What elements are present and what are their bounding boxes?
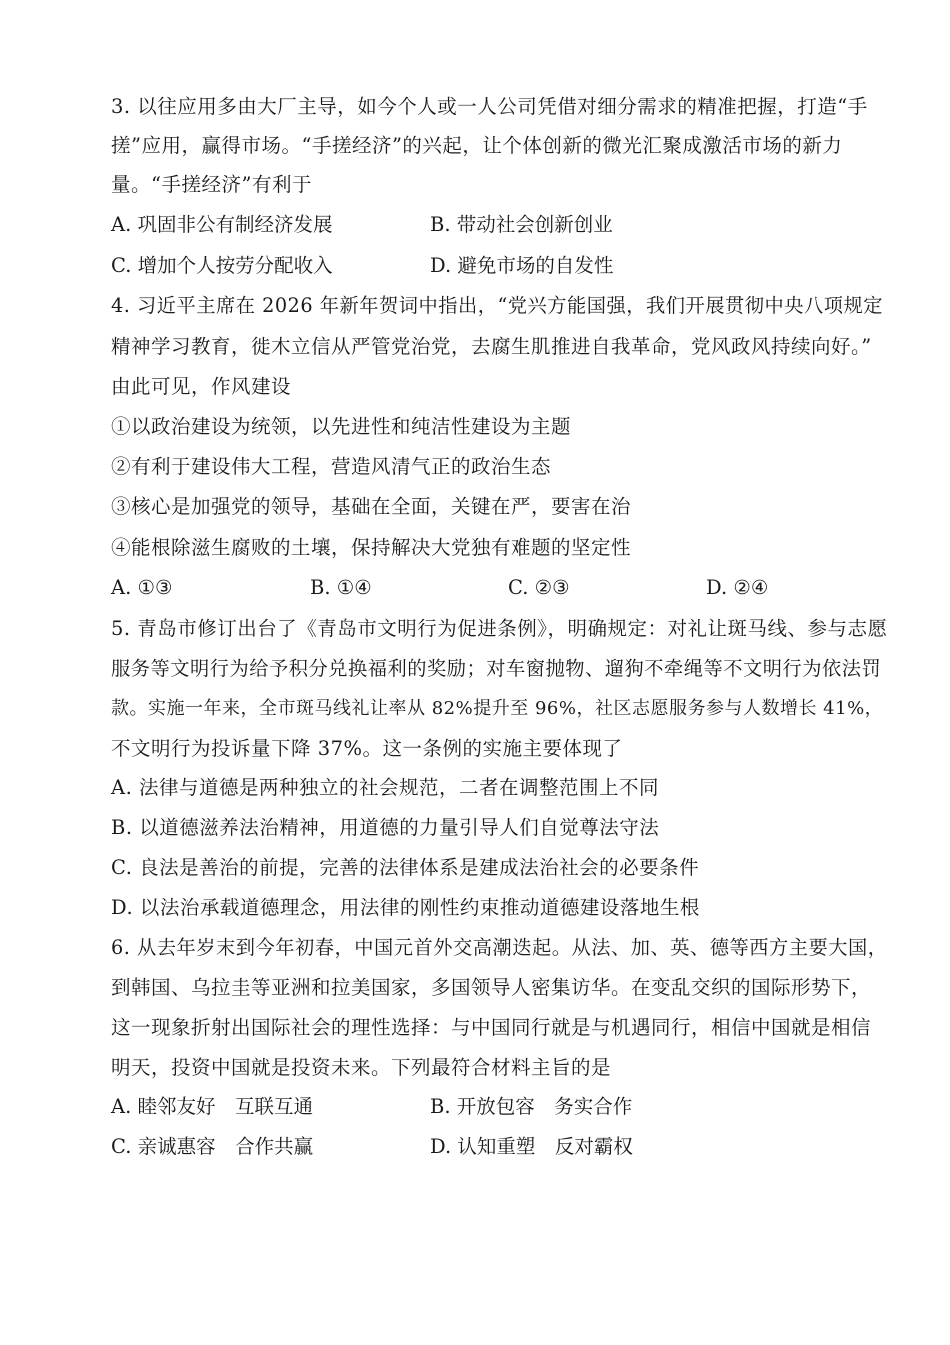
q5-line-1: 5. 青岛市修订出台了《青岛市文明行为促进条例》，明确规定：对礼让斑马线、参与志愿 [111,617,888,640]
q4-line-3: 由此可见，作风建设 [111,375,292,398]
q5-line-4: 不文明行为投诉量下降 37%。这一条例的实施主要体现了 [111,737,623,760]
q3-line-1: 3. 以往应用多由大厂主导，如今个人或一人公司凭借对细分需求的精准把握，打造“手 [111,95,868,118]
q6-line-4: 明天，投资中国就是投资未来。下列最符合材料主旨的是 [111,1056,612,1079]
q4-option-d: D. ②④ [706,576,769,599]
q4-line-2: 精神学习教育，徙木立信从严管党治党，去腐生肌推进自我革命，党风政风持续向好。” [111,335,872,358]
q4-option-c: C. ②③ [508,576,570,599]
q5-option-a: A. 法律与道德是两种独立的社会规范，二者在调整范围上不同 [111,776,659,799]
q5-line-2: 服务等文明行为给予积分兑换福利的奖励；对车窗抛物、遛狗不牵绳等不文明行为依法罚 [111,657,882,680]
q4-statement-2: ②有利于建设伟大工程，营造风清气正的政治生态 [111,455,552,478]
q4-statement-4: ④能根除滋生腐败的土壤，保持解决大党独有难题的坚定性 [111,536,632,559]
q3-line-2: 搓”应用，赢得市场。“手搓经济”的兴起，让个体创新的微光汇聚成激活市场的新力 [111,134,843,157]
q6-option-a: A. 睦邻友好 互联互通 [111,1095,313,1118]
q3-option-b: B. 带动社会创新创业 [430,213,613,236]
q4-option-a: A. ①③ [111,576,173,599]
q6-line-2: 到韩国、乌拉圭等亚洲和拉美国家，多国领导人密集访华。在变乱交织的国际形势下， [111,976,872,999]
q4-option-b: B. ①④ [310,576,372,599]
q6-option-c: C. 亲诚惠容 合作共赢 [111,1135,314,1158]
q5-option-c: C. 良法是善治的前提，完善的法律体系是建成法治社会的必要条件 [111,856,700,879]
q3-option-a: A. 巩固非公有制经济发展 [111,213,333,236]
q6-line-3: 这一现象折射出国际社会的理性选择：与中国同行就是与机遇同行，相信中国就是相信 [111,1016,872,1039]
q5-line-3: 款。实施一年来，全市斑马线礼让率从 82%提升至 96%，社区志愿服务参与人数增长 41%， [111,698,884,719]
q6-option-b: B. 开放包容 务实合作 [430,1095,633,1118]
q4-statement-1: ①以政治建设为统领，以先进性和纯洁性建设为主题 [111,415,572,438]
q5-option-b: B. 以道德滋养法治精神，用道德的力量引导人们自觉尊法守法 [111,816,660,839]
q6-line-1: 6. 从去年岁末到今年初春，中国元首外交高潮迭起。从法、加、英、德等西方主要大国， [111,936,888,959]
q4-line-1: 4. 习近平主席在 2026 年新年贺词中指出，“党兴方能国强，我们开展贯彻中央八项规定 [111,294,884,317]
q3-option-c: C. 增加个人按劳分配收入 [111,254,333,277]
q4-statement-3: ③核心是加强党的领导，基础在全面，关键在严，要害在治 [111,495,632,518]
q3-option-d: D. 避免市场的自发性 [430,254,614,277]
q5-option-d: D. 以法治承载道德理念，用法律的刚性约束推动道德建设落地生根 [111,896,700,919]
q3-line-3: 量。“手搓经济”有利于 [111,173,312,196]
q6-option-d: D. 认知重塑 反对霸权 [430,1135,633,1158]
